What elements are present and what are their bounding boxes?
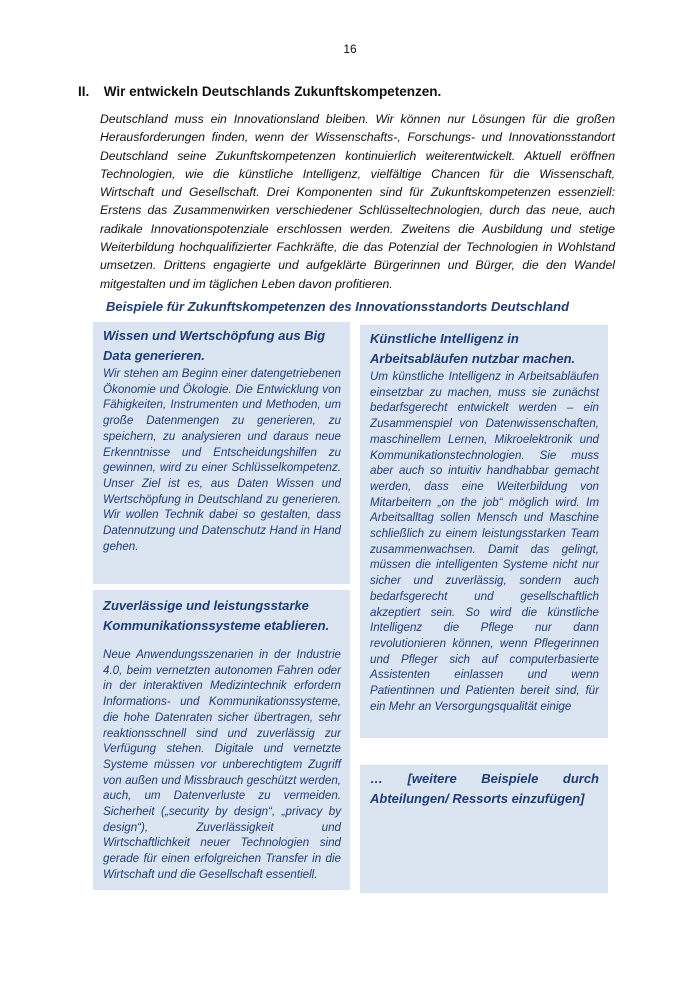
box-kommunikation-text: Neue Anwendungsszenarien in der Industrie 4.0, beim vernetzten autonomen Fahren oder in der interaktiven Medizintechnik erfordern Informations- und Kommunikationssysteme, die hohe Datenraten sicher übertragen, sehr reaktionsschnell sind und zuverlässig zur Verfügung stehen. Digitale und vernetzte Systeme müssen vor unberechtigtem Zugriff von außen und Missbrauch geschützt werden, auch, um Datenverluste zu vermeiden. Sicherheit („security by design“, „privacy by design“), Zuverlässigkeit und Wirtschaftlichkeit neuer Technologien sind gerade für einen erfolgreichen Transfer in die Wirtschaft und die Gesellschaft essentiell. (103, 648, 341, 881)
box-ki-text: Um künstliche Intelligenz in Arbeitsabläufen einsetzbar zu machen, muss sie zunächst bedarfsgerecht entwickelt werden – ein Zusammenspiel von Datenwissenschaften, maschinellem Lernen, Mikroelektronik und Kommunikationstechnologien. Sie muss aber auch so intuitiv handhabbar gemacht werden, dass eine Weiterbildung von Mitarbeitern „on the job“ möglich wird. Im Arbeitsalltag sollen Mensch und Maschine schließlich zu einem leistungsstarken Team zusammenwachsen. Damit das gelingt, müssen die intelligenten Systeme nicht nur sicher und zuverlässig, sondern auch bedarfsgerecht und gesellschaftlich akzeptiert sein. So wird die künstliche Intelligenz die Pflege nur dann revolutionieren können, wenn Pflegerinnen und Pfleger sich auf computerbasierte Assistenten einlassen und wenn Patientinnen und Patienten bereit sind, für ein Mehr an Versorgungsqualität einige (370, 370, 599, 713)
box-kommunikation (93, 590, 350, 890)
box-ki-title: Künstliche Intelligenz in Arbeitsabläufen nutzbar machen. (370, 331, 576, 366)
box-big-data-title: Wissen und Wertschöpfung aus Big Data generieren. (103, 328, 326, 363)
box-big-data (93, 322, 350, 584)
intro-paragraph: Deutschland muss ein Innovationsland bleiben. Wir können nur Lösungen für die großen Herausforderungen finden, wenn der Wissenschafts-, Forschungs- und Innovationsstandort Deutschland seine Zukunftskompetenzen kontinuierlich weiterentwickelt. Aktuell eröffnen Technologien, wie die künstliche Intelligenz, vielfältige Chancen für die Wissenschaft, Wirtschaft und Gesellschaft. Drei Komponenten sind für Zukunftskompetenzen essenziell: Erstens das Zusammenwirken verschiedener Schlüsseltechnologien, durch das neue, auch radikale Innovationspotenziale erschlossen werden. Zweitens die Ausbildung und stetige Weiterbildung hochqualifizierter Fachkräfte, die das Potenzial der Technologien in Wohlstand umsetzen. Drittens engagierte und aufgeklärte Bürgerinnen und Bürger, die den Wandel mitgestalten und im täglichen Leben davon profitieren. (100, 112, 615, 291)
box-ki (360, 325, 608, 738)
box-weitere-title: … [weitere Beispiele durch Abteilungen/ Ressorts einzufügen] (370, 771, 599, 806)
section-number: II. (78, 84, 90, 99)
section-title: Wir entwickeln Deutschlands Zukunftskompetenzen. (103, 84, 442, 99)
section-heading (78, 84, 618, 99)
examples-title: Beispiele für Zukunftskompetenzen des Innovationsstandorts Deutschland (106, 299, 570, 314)
box-big-data-text: Wir stehen am Beginn einer datengetriebenen Ökonomie und Ökologie. Die Entwicklung von Fähigkeiten, Instrumenten und Methoden, um große Datenmengen zu generieren, zu speichern, zu analysieren und daraus neue Erkenntnisse und Entscheidungshilfen zu gewinnen, wird zu einer Schlüsselkompetenz. Unser Ziel ist es, aus Daten Wissen und Wertschöpfung in Deutschland zu generieren. Wir wollen Technik dabei so gestalten, dass Datennutzung und Datenschutz Hand in Hand gehen. (103, 367, 341, 553)
box-weitere-beispiele (360, 765, 608, 893)
page-number: 16 (343, 42, 357, 56)
box-kommunikation-title: Zuverlässige und leistungsstarke Kommunikationssysteme etablieren. (103, 598, 330, 633)
